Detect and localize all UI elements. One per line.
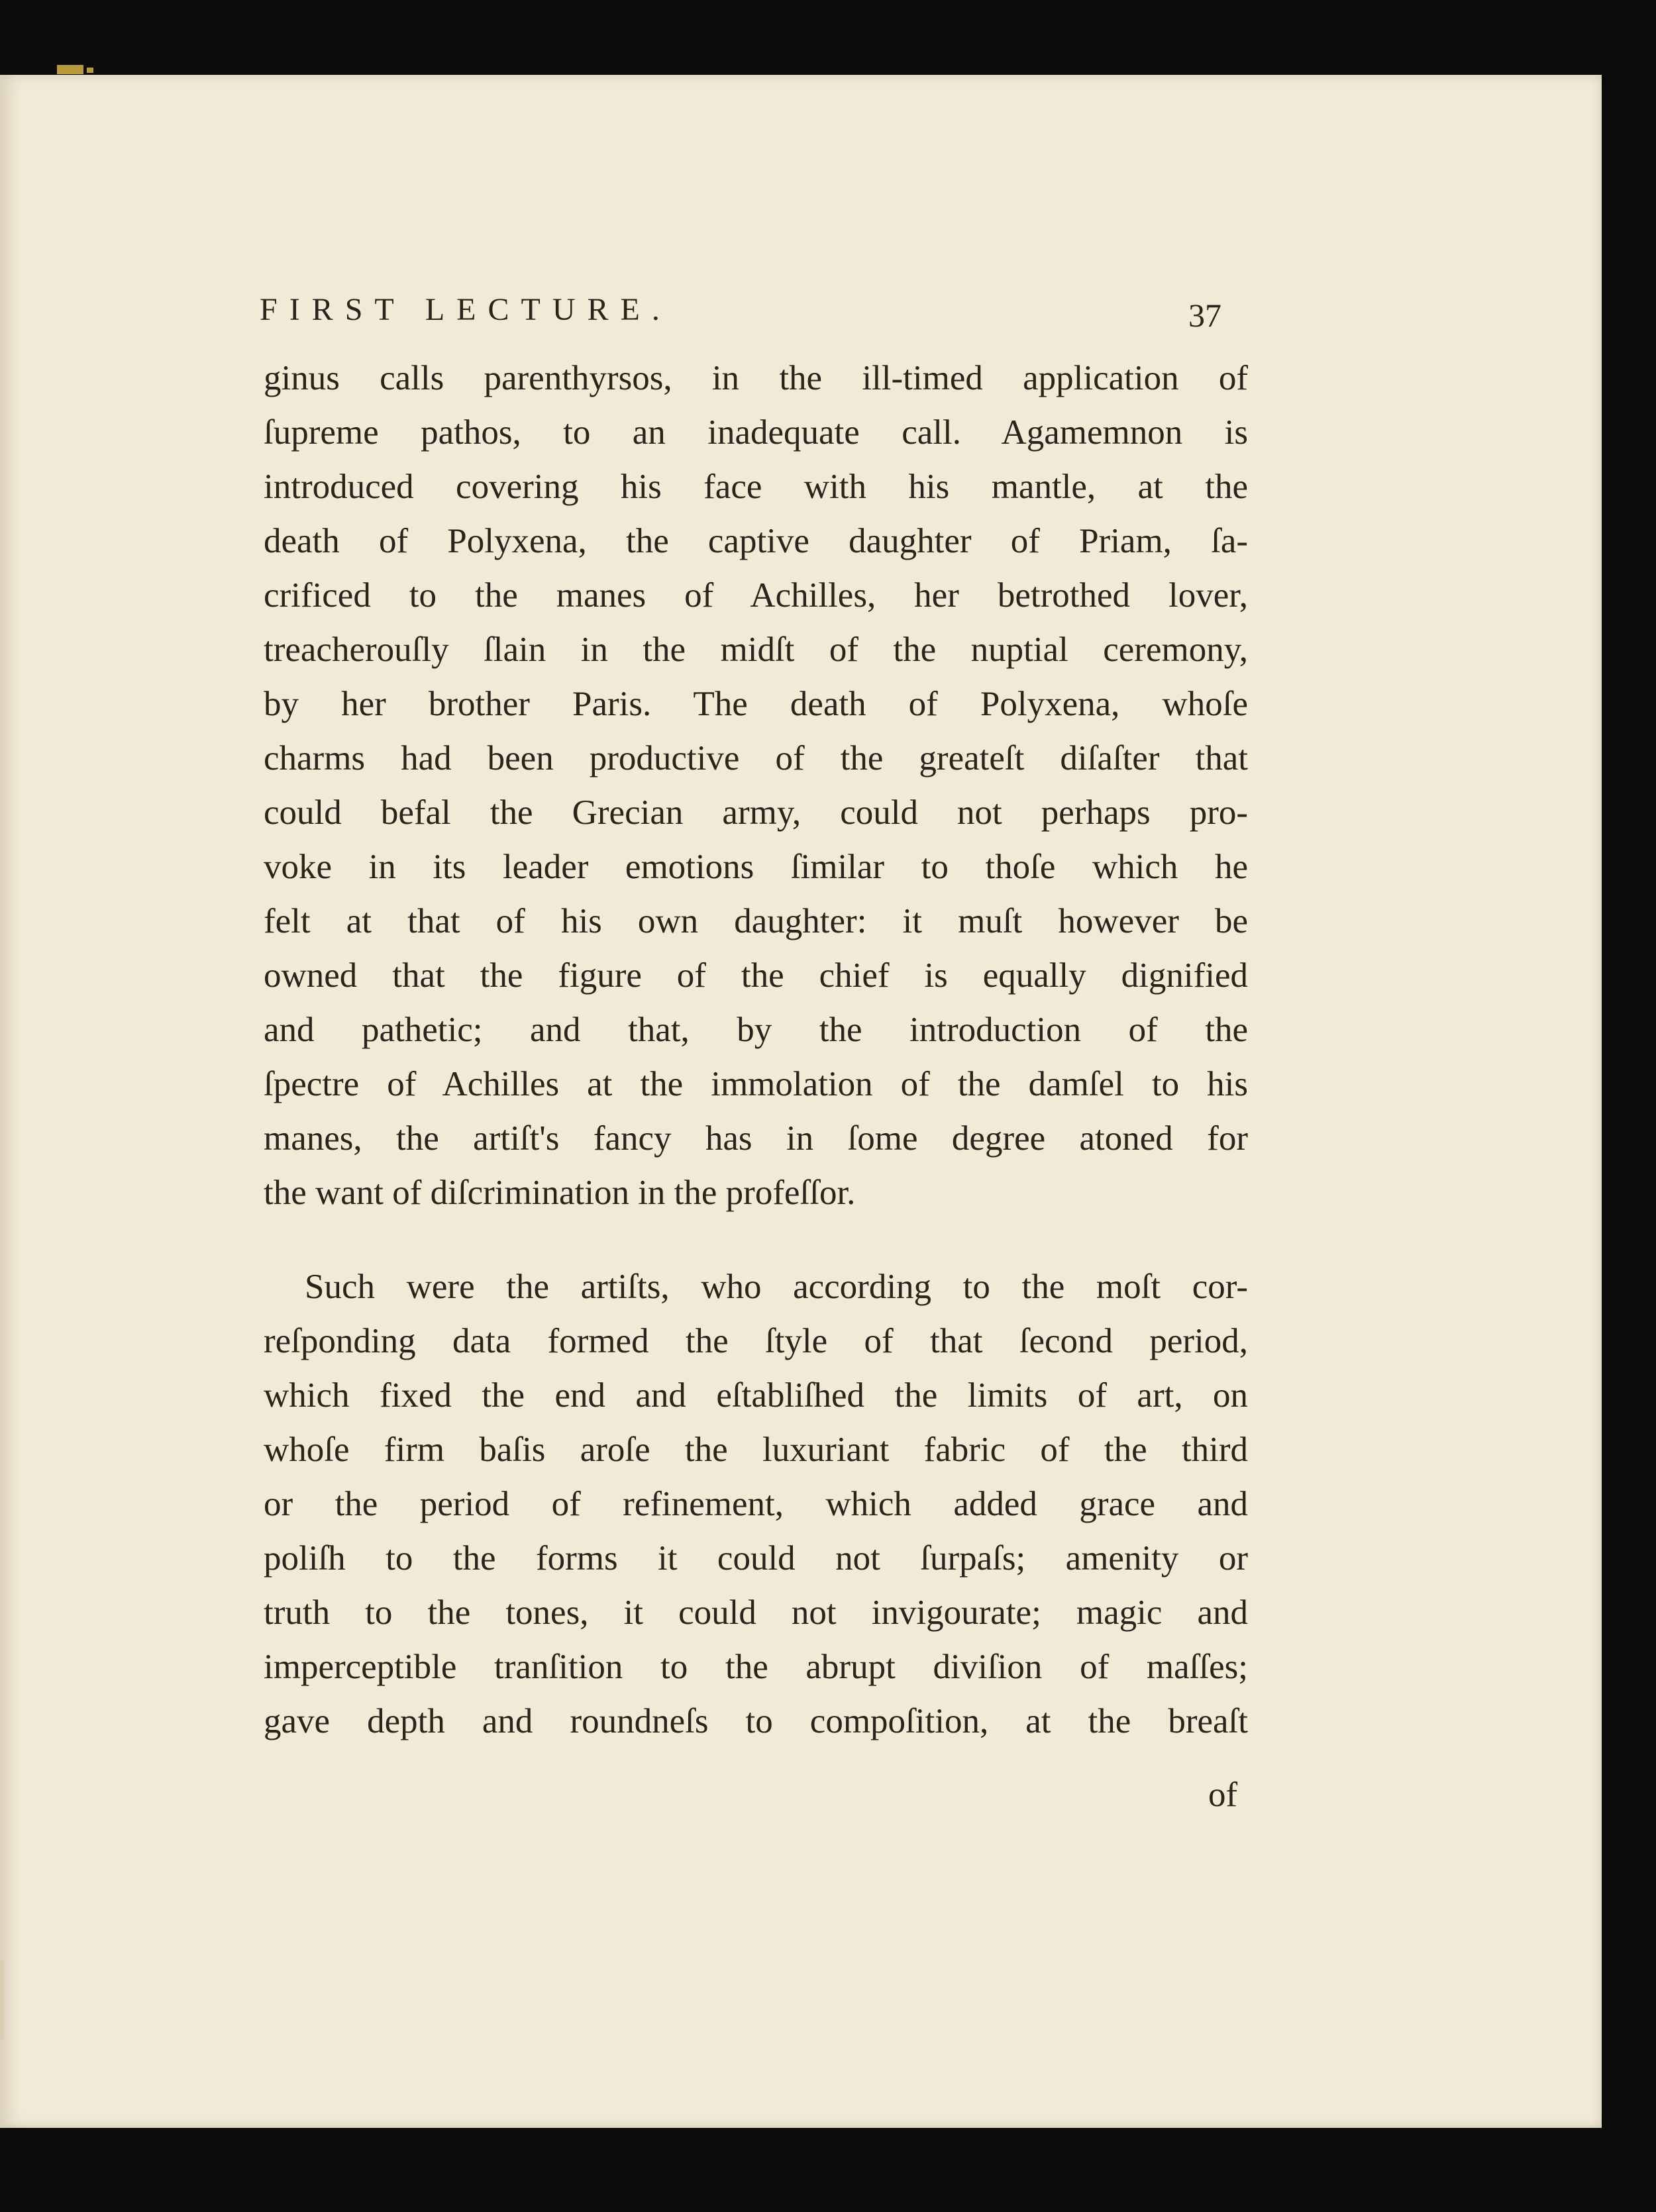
page-edge-mark: [0, 1960, 4, 2040]
paragraph-gap: [264, 1220, 1248, 1260]
running-title: FIRST LECTURE.: [260, 292, 672, 327]
text-line: Such were the artiſts, who according to the moſt cor-: [305, 1268, 1248, 1306]
body-text: [264, 351, 1248, 1748]
text-line: gave depth and roundneſs to compoſition, at the breaſt: [264, 1702, 1248, 1740]
text-line: treacherouſly ſlain in the midſt of the nuptial ceremony,: [264, 630, 1248, 669]
text-line: felt at that of his own daughter: it muſt however be: [264, 902, 1248, 940]
text-line: the want of diſcrimination in the profeſſor.: [264, 1174, 856, 1212]
text-line: and pathetic; and that, by the introduction of the: [264, 1011, 1248, 1049]
paragraph-2: [264, 1260, 1248, 1748]
text-line: could befal the Grecian army, could not perhaps pro-: [264, 793, 1248, 832]
text-line: owned that the figure of the chief is equally dignified: [264, 956, 1248, 995]
text-line: ſpectre of Achilles at the immolation of the damſel to his: [264, 1065, 1248, 1103]
text-line: whoſe firm baſis aroſe the luxuriant fabric of the third: [264, 1431, 1248, 1469]
text-line: crificed to the manes of Achilles, her betrothed lover,: [264, 576, 1248, 615]
text-line: voke in its leader emotions ſimilar to thoſe which he: [264, 848, 1248, 886]
catchword: of: [1208, 1776, 1238, 1814]
text-line: truth to the tones, it could not invigourate; magic and: [264, 1593, 1248, 1632]
text-line: ginus calls parenthyrsos, in the ill-timed application of: [264, 359, 1248, 397]
text-line: death of Polyxena, the captive daughter of Priam, ſa-: [264, 522, 1248, 560]
paragraph-1: [264, 351, 1248, 1220]
text-line: or the period of refinement, which added grace and: [264, 1485, 1248, 1523]
text-line: reſponding data formed the ſtyle of that ſecond period,: [264, 1322, 1248, 1360]
page-tab-marker-small: [87, 68, 93, 73]
text-line: manes, the artiſt's fancy has in ſome degree atoned for: [264, 1119, 1248, 1158]
text-line: charms had been productive of the greateſt diſaſter that: [264, 739, 1248, 778]
text-line: poliſh to the forms it could not ſurpaſs; amenity or: [264, 1539, 1248, 1578]
text-line: imperceptible tranſition to the abrupt diviſion of maſſes;: [264, 1648, 1248, 1686]
text-line: which fixed the end and eſtabliſhed the limits of art, on: [264, 1376, 1248, 1415]
text-line: introduced covering his face with his mantle, at the: [264, 468, 1248, 506]
text-line: ſupreme pathos, to an inadequate call. Agamemnon is: [264, 413, 1248, 452]
page-tab-marker: [57, 65, 83, 74]
page-number: 37: [1188, 297, 1221, 334]
text-line: by her brother Paris. The death of Polyxena, whoſe: [264, 685, 1248, 723]
